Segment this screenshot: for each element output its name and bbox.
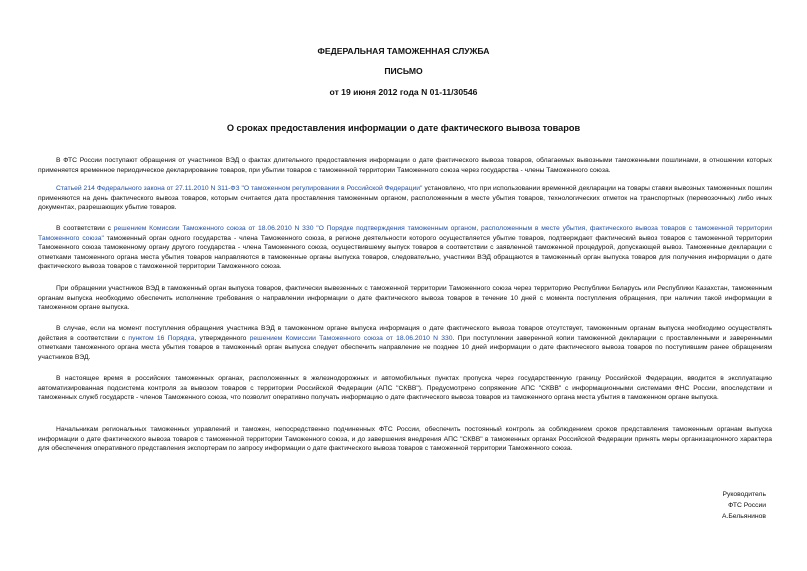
law-article-link[interactable]: Статьей 214 Федерального закона от 27.11.2010 N 311-ФЗ "О таможенном регулировании в Российской Федерации" [56,185,423,192]
signature-title: Руководитель [722,491,766,498]
agency-title: ФЕДЕРАЛЬНАЯ ТАМОЖЕННАЯ СЛУЖБА [317,46,490,56]
commission-decision-link[interactable]: решением Комиссии Таможенного союза от 18.06.2010 N 330 "О Порядке подтверждения таможенным органом, расположенным в месте убытия, фактического вывоза товаров с таможенной территории Таможенного союза" [38,225,772,242]
paragraph-2-text: установлено, что при использовании временной декларации на товары ставки вывозных таможенных пошлин применяются на день фактического вывоза товаров, которым считается дата проставления таможенным органом, расположенным в месте убытия товаров, технологических отметок на транспортных (перевозочных) либо иных документах, разрешающих убытие товаров. [38,185,772,212]
paragraph-1: В ФТС России поступают обращения от участников ВЭД о фактах длительного предоставления информации о дате фактического вывоза товаров, облагаемых вывозными таможенными пошлинами, в отношении которых применяется временное периодическое декларирование товаров, при убытии товаров с таможенной территории Таможенного союза через государства - члены Таможенного союза. [38,157,772,174]
paragraph-7: Начальникам региональных таможенных управлений и таможен, непосредственно подчиненных ФТС России, обеспечить постоянный контроль за соблюдением сроков представления таможенным органам выпуска информации о дате фактического вывоза товаров с таможенной территории Таможенного союза, и до завершения внедрения АПС "СКВВ" в таможенных органах Российской Федерации принять меры организационного характера для обеспечения оперативного представления экспортерам по запросу информации о дате фактического вывоза товаров с таможенной территории Таможенного союза. [38,426,772,453]
document-type: ПИСЬМО [384,66,423,76]
signature-name: А.Бельянинов [721,513,766,520]
signature-org: ФТС России [728,502,766,509]
paragraph-3 [38,224,772,272]
document-date-number: от 19 июня 2012 года N 01-11/30546 [329,87,478,97]
paragraph-5 [38,324,772,362]
paragraph-5-prefix: В случае, если на момент поступления обращения участника ВЭД в таможенном органе выпуска информация о дате фактического вывоза товаров отсутствует, таможенным органам выпуска необходимо осуществлять действия в соответствии с [38,325,772,342]
document-subject: О сроках предоставления информации о дате фактического вывоза товаров [226,123,581,133]
paragraph-5-middle: , утвержденного [194,334,250,342]
procedure-point-link[interactable]: пунктом 16 Порядка [128,334,195,342]
commission-decision-link-2[interactable]: решением Комиссии Таможенного союза от 18.06.2010 N 330 [249,334,453,342]
paragraph-3-prefix: В соответствии с [56,225,114,232]
paragraph-2 [38,184,772,213]
paragraph-5-text: . При поступлении заверенной копии таможенной декларации с проставленными и заверенными отметками таможенного органа места убытия товаров в таможенный орган выпуска следует обеспечить направление не позднее 10 дней информации о дате фактического вывоза товаров по поступившим ранее обращениям участников ВЭД. [38,334,772,361]
paragraph-4: При обращении участников ВЭД в таможенный орган выпуска товаров, фактически вывезенных с таможенной территории Таможенного союза через территорию Республики Беларусь или Республики Казахстан, таможенным органам выпуска необходимо обеспечить исполнение требования о направлении информации о дате фактического вывоза товаров в течение 10 дней с момента поступления обращения, при наличии такой информации в таможенном органе выпуска. [38,285,772,312]
paragraph-6: В настоящее время в российских таможенных органах, расположенных в железнодорожных и автомобильных пунктах пропуска через государственную границу Российской Федерации, вводится в эксплуатацию автоматизированная подсистема контроля за вывозом товаров с территории Российской Федерации (АПС "СКВВ"). Предусмотрено сопряжение АПС "СКВВ" с информационными системами ФНС России, впоследствии и таможенных служб государств - членов Таможенного союза, что позволит оперативно получать информацию о дате фактического вывоза товаров из таможенного органа места убытия в таможенном органе выпуска. [38,375,772,402]
paragraph-3-text: таможенный орган одного государства - члена Таможенного союза, в регионе деятельности которого осуществляется убытие товаров, подтверждает фактический вывоз товаров с таможенной территории Таможенного союза таможенному органу другого государства - члена Таможенного союза, осуществившему выпуск товаров в соответствии с заявленной таможенной процедурой, допускающей вывоз. Таможенные декларации с отметками таможенного органа места убытия товаров направляются в таможенные органы выпуска товаров, следовательно, участники ВЭД обращаются в таможенный орган выпуска товаров для получения информации о дате фактического вывоза товаров с таможенной территории Таможенного союза. [38,234,772,271]
